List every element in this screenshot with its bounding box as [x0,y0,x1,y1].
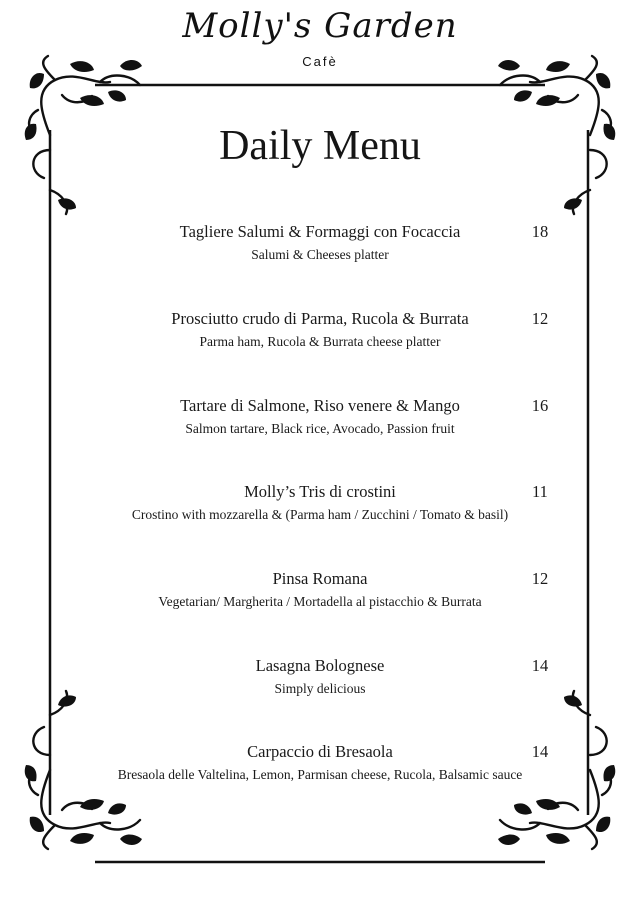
menu-item-price: 14 [531,656,549,675]
menu-title: Daily Menu [219,123,421,169]
menu-item-name: Carpaccio di Bresaola [247,742,393,761]
menu-item-price: 11 [532,482,548,501]
menu-item-description: Vegetarian/ Margherita / Mortadella al pistacchio & Burrata [158,594,482,609]
menu-item-name: Tagliere Salumi & Formaggi con Focaccia [179,222,461,241]
menu-item-name: Prosciutto crudo di Parma, Rucola & Burrata [171,309,469,328]
menu-item-price: 12 [531,569,549,588]
menu-item-description: Crostino with mozzarella & (Parma ham / Zucchini / Tomato & basil) [131,507,509,522]
menu-item-price: 12 [531,309,549,328]
menu-item-name: Molly’s Tris di crostini [244,482,396,501]
brand-logo-subtitle: Cafè [302,54,338,69]
menu-item-name: Lasagna Bolognese [255,656,385,675]
menu-item-description: Salmon tartare, Black rice, Avocado, Passion fruit [185,421,455,436]
brand-logo-name: Molly's Garden [182,6,458,46]
menu-item-price: 14 [531,742,549,761]
menu-item-description: Simply delicious [274,681,366,696]
menu-item-name: Tartare di Salmone, Riso venere & Mango [180,396,460,415]
menu-item-name: Pinsa Romana [272,569,368,588]
menu-item-description: Salumi & Cheeses platter [251,247,389,262]
menu-item-price: 18 [531,222,549,241]
menu-item-description: Bresaola delle Valtelina, Lemon, Parmisan cheese, Rucola, Balsamic sauce [117,767,523,782]
menu-item-description: Parma ham, Rucola & Burrata cheese platter [199,334,441,349]
menu-item-price: 16 [531,396,549,415]
